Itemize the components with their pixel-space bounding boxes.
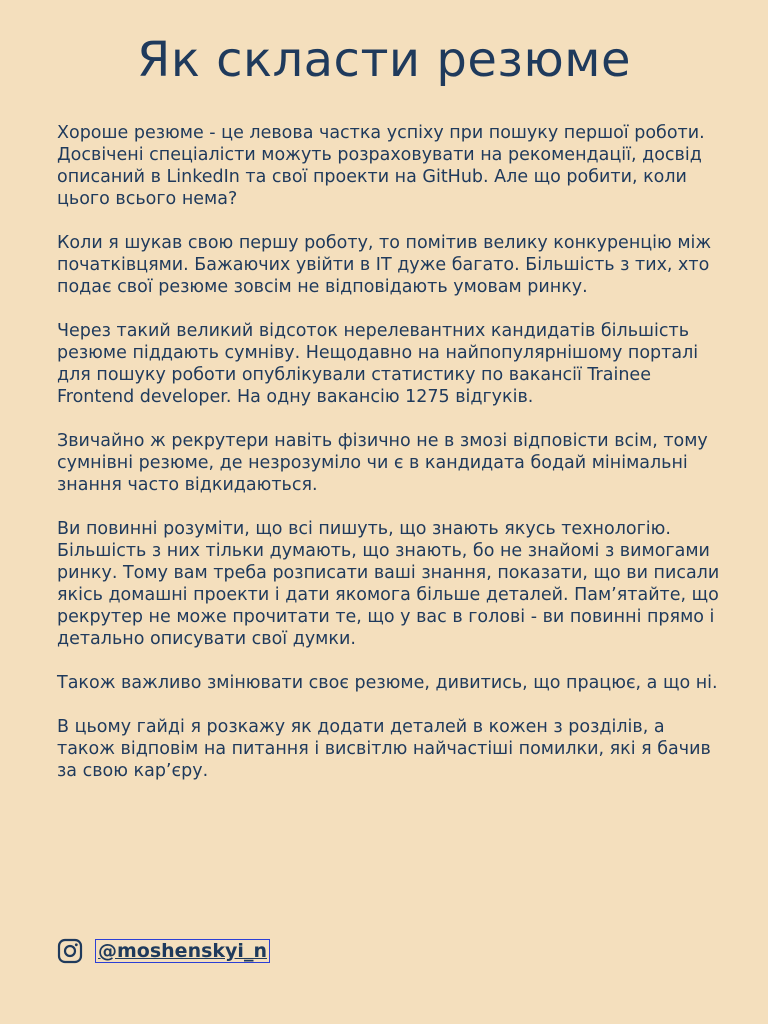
article-body <box>57 122 725 804</box>
social-footer <box>57 938 270 964</box>
paragraph-competition: Коли я шукав свою першу роботу, то помітив велику конкуренцію між початківцями. Бажаючих увійти в IT дуже багато. Більшість з тих, хто подає свої резюме зовсім не відповідають умовам ринку. <box>57 233 712 297</box>
instagram-handle-link[interactable]: @moshenskyi_n <box>95 939 270 963</box>
instagram-icon[interactable] <box>57 938 83 964</box>
paragraph-intro: Хороше резюме - це левова частка успіху при пошуку першої роботи. Досвічені спеціалісти можуть розраховувати на рекомендації, досвід описаний в LinkedIn та свої проекти на GitHub. Але що робити, коли цього всього нема? <box>57 123 705 209</box>
paragraph-iterate: Також важливо змінювати своє резюме, дивитись, що працює, а що ні. <box>57 673 718 693</box>
page-title: Як скласти резюме <box>136 32 632 88</box>
paragraph-statistics: Через такий великий відсоток нерелевантних кандидатів більшість резюме піддають сумніву. Нещодавно на найпопулярнішому порталі для пошуку роботи опублікували статистику по вакансії Trainee Frontend developer. На одну вакансію 1275 відгуків. <box>57 321 699 407</box>
paragraph-details: Ви повинні розуміти, що всі пишуть, що знають якусь технологію. Більшість з них тільки думають, що знають, бо не знайомі з вимогами ринку. Тому вам треба розписати ваші знання, показати, що ви писали якісь домашні проекти і дати якомога більше деталей. Пам’ятайте, що рекрутер не може прочитати те, що у вас в голові - ви повинні прямо і детально описувати свої думки. <box>57 519 720 649</box>
paragraph-guide-outline: В цьому гайді я розкажу як додати деталей в кожен з розділів, а також відповім на питання і висвітлю найчастіші помилки, які я бачив за свою кар’єру. <box>57 717 711 781</box>
paragraph-recruiters: Звичайно ж рекрутери навіть фізично не в змозі відповісти всім, тому сумнівні резюме, де незрозуміло чи є в кандидата бодай мінімальні знання часто відкидаються. <box>57 431 708 495</box>
